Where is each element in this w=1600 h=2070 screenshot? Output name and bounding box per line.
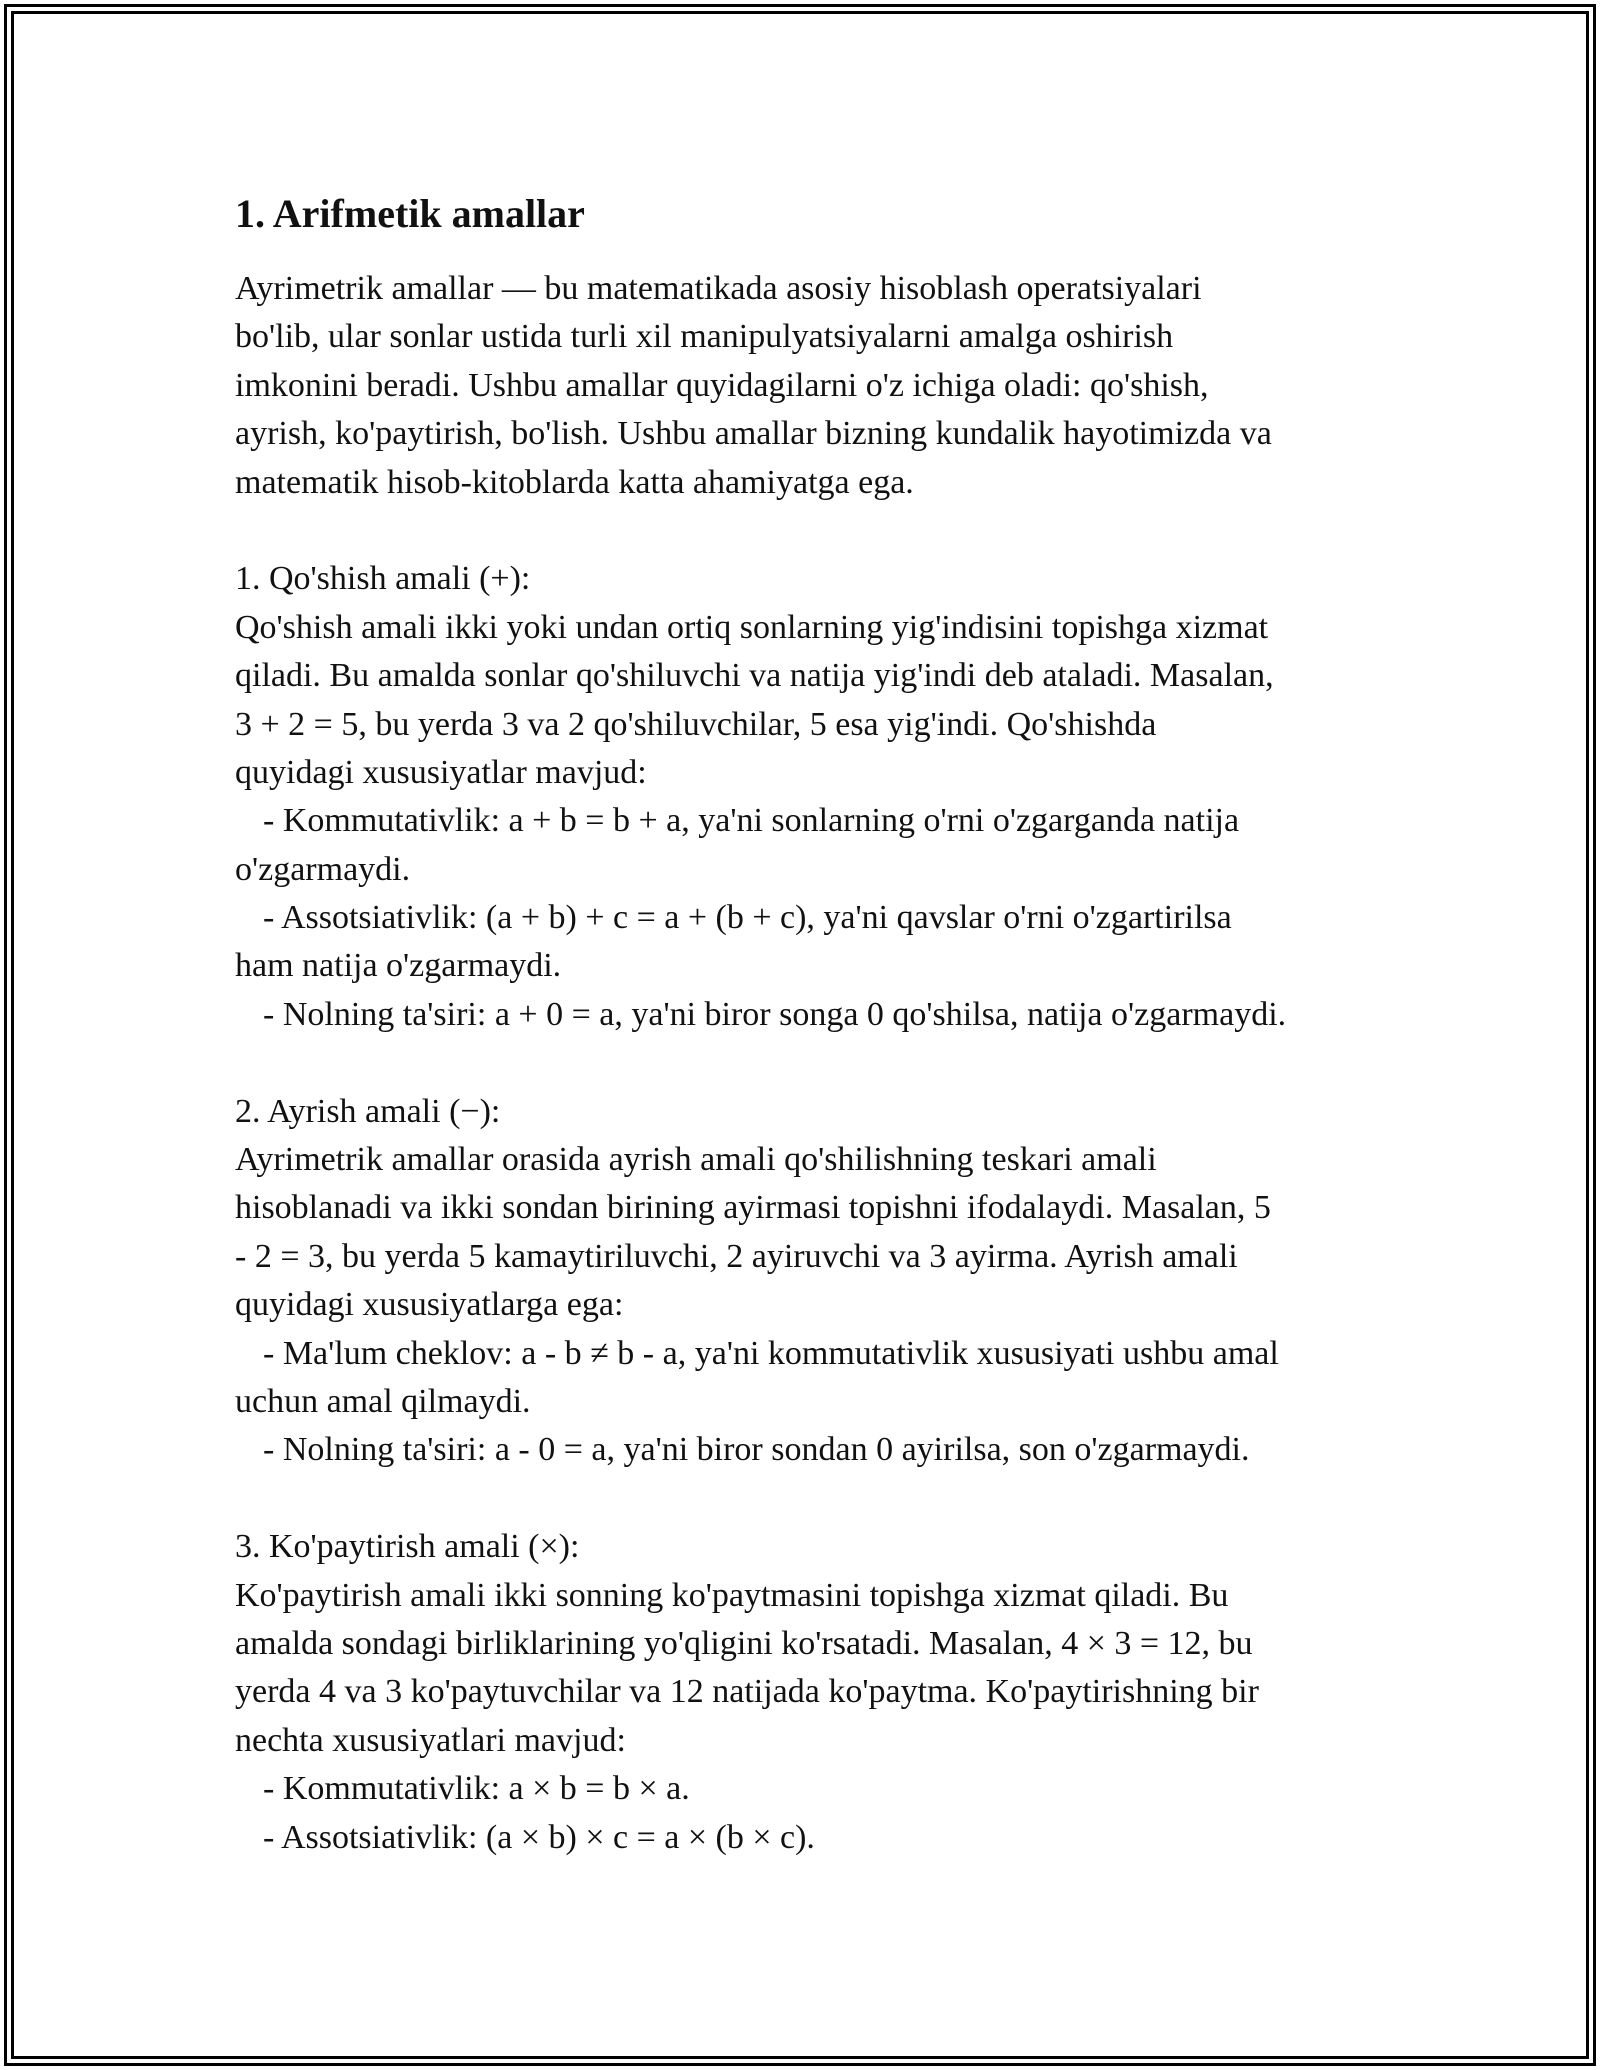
text-line: quyidagi xususiyatlar mavjud: — [235, 753, 647, 791]
text-line: - 2 = 3, bu yerda 5 kamaytiriluvchi, 2 ayiruvchi va 3 ayirma. Ayrish amali — [235, 1237, 1238, 1275]
text-line: Ayrimetrik amallar — bu matematikada asosiy hisoblash operatsiyalari — [235, 270, 1202, 307]
section-heading: 1. Qo'shish amali (+): — [235, 560, 531, 598]
section-heading: 2. Ayrish amali (−): — [235, 1092, 501, 1130]
paragraph-gap — [235, 1039, 1385, 1087]
text-line: Qo'shish amali ikki yoki undan ortiq sonlarning yig'indisini topishga xizmat — [235, 608, 1269, 646]
bullet-item: - Kommutativlik: a × b = b × a. — [263, 1770, 690, 1808]
text-line: Ko'paytirish amali ikki sonning ko'paytmasini topishga xizmat qiladi. Bu — [235, 1576, 1229, 1614]
section-addition — [235, 555, 1385, 1039]
text-line: nechta xususiyatlari mavjud: — [235, 1721, 626, 1759]
text-line: amalda sondagi birliklarining yo'qligini ko'rsatadi. Masalan, 4 × 3 = 12, bu — [235, 1624, 1253, 1662]
text-line: bo'lib, ular sonlar ustida turli xil manipulyatsiyalarni amalga oshirish — [235, 318, 1174, 356]
bullet-item: - Kommutativlik: a + b = b + a, ya'ni sonlarning o'rni o'zgarganda natija — [263, 802, 1240, 840]
bullet-item: - Ma'lum cheklov: a - b ≠ b - a, ya'ni kommutativlik xususiyati ushbu amal — [263, 1334, 1279, 1372]
paragraph-gap — [235, 507, 1385, 555]
text-line: yerda 4 va 3 ko'paytuvchilar va 12 natijada ko'paytma. Ko'paytirishning bir — [235, 1673, 1259, 1711]
text-line: 3 + 2 = 5, bu yerda 3 va 2 qo'shiluvchilar, 5 esa yig'indi. Qo'shishda — [235, 705, 1157, 743]
section-subtraction — [235, 1088, 1385, 1475]
text-line: hisoblanadi va ikki sondan birining ayirmasi topishni ifodalaydi. Masalan, 5 — [235, 1189, 1271, 1227]
bullet-continuation: o'zgarmaydi. — [235, 850, 411, 888]
intro-paragraph — [235, 265, 1385, 507]
text-line: Ayrimetrik amallar orasida ayrish amali qo'shilishning teskari amali — [235, 1141, 1157, 1179]
paragraph-gap — [235, 1475, 1385, 1523]
bullet-item: - Assotsiativlik: (a + b) + c = a + (b + c), ya'ni qavslar o'rni o'zgartirilsa — [263, 899, 1232, 937]
text-line: imkonini beradi. Ushbu amallar quyidagilarni o'z ichiga oladi: qo'shish, — [235, 366, 1209, 404]
text-line: quyidagi xususiyatlarga ega: — [235, 1286, 624, 1324]
text-line: qiladi. Bu amalda sonlar qo'shiluvchi va natija yig'indi deb ataladi. Masalan, — [235, 657, 1274, 695]
bullet-item: - Nolning ta'siri: a - 0 = a, ya'ni biror sondan 0 ayirilsa, son o'zgarmaydi. — [263, 1431, 1250, 1469]
document-body — [235, 180, 1385, 1862]
text-line: ayrish, ko'paytirish, bo'lish. Ushbu amallar bizning kundalik hayotimizda va — [235, 415, 1272, 453]
text-line: matematik hisob-kitoblarda katta ahamiyatga ega. — [235, 463, 914, 501]
section-multiplication — [235, 1523, 1385, 1862]
bullet-item: - Assotsiativlik: (a × b) × c = a × (b × c). — [263, 1818, 815, 1856]
section-heading: 3. Ko'paytirish amali (×): — [235, 1528, 580, 1566]
bullet-continuation: uchun amal qilmaydi. — [235, 1382, 531, 1420]
document-title: 1. Arifmetik amallar — [235, 191, 585, 236]
bullet-item: - Nolning ta'siri: a + 0 = a, ya'ni biror songa 0 qo'shilsa, natija o'zgarmaydi. — [263, 995, 1287, 1033]
bullet-continuation: ham natija o'zgarmaydi. — [235, 947, 562, 985]
